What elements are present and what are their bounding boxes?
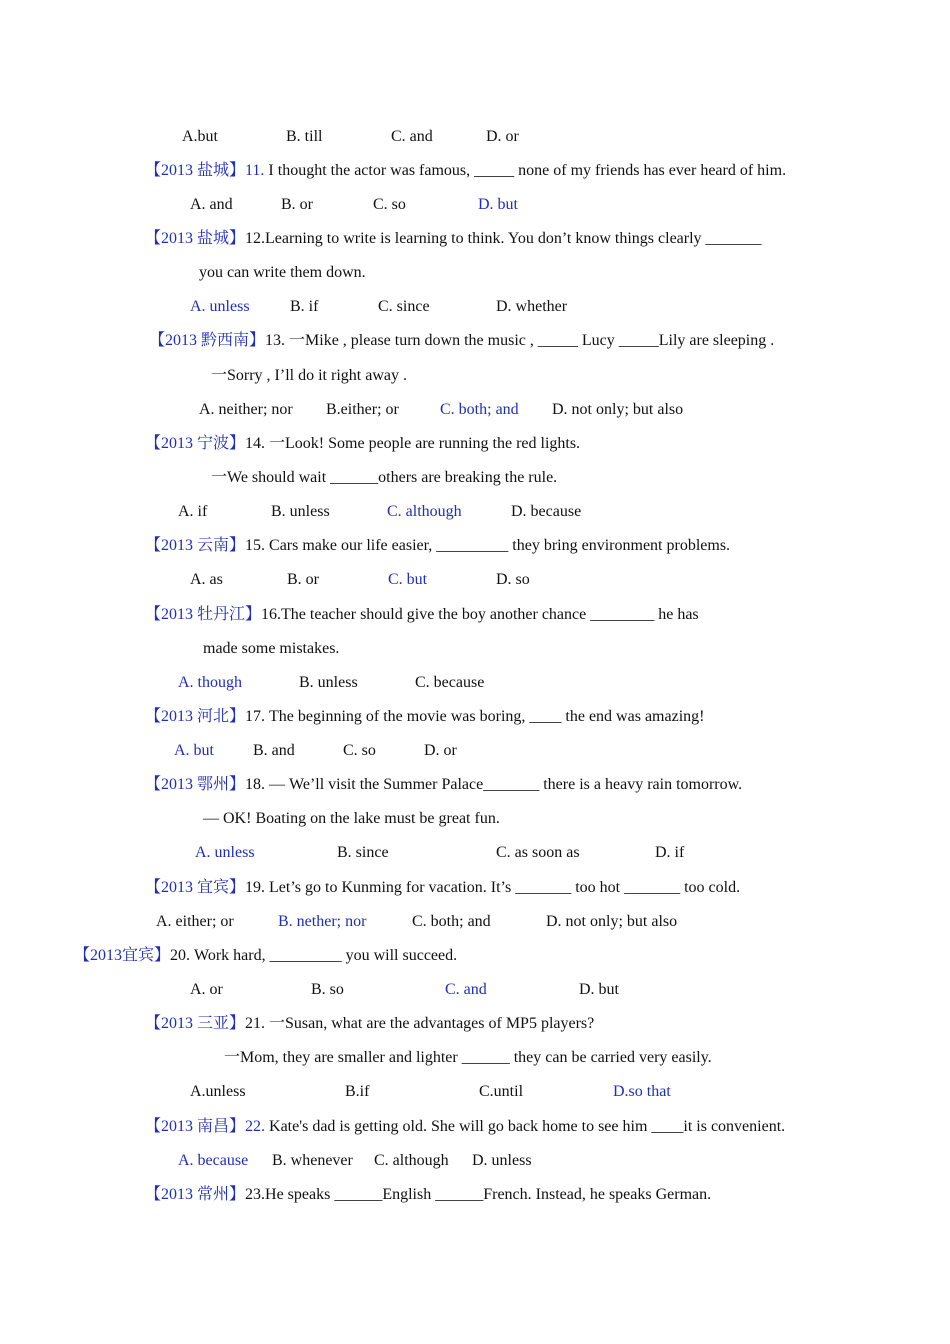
q23-text: 23.He speaks ______English ______French. Instead, he speaks German.	[245, 1186, 712, 1203]
option-b: B. since	[337, 844, 389, 861]
option-a-answer: A. though	[178, 674, 242, 691]
q13-text: 13. 一Mike , please turn down the music , _____ Lucy _____Lily are sleeping .	[265, 332, 775, 349]
q22-text: Kate's dad is getting old. She will go back home to see him ____it is convenient.	[265, 1118, 786, 1135]
q11-text: I thought the actor was famous, _____ none of my friends has ever heard of him.	[264, 162, 787, 179]
option-b-answer: B. nether; nor	[278, 913, 367, 930]
q21-reply-text: 一Mom, they are smaller and lighter ______ they can be carried very easily.	[224, 1049, 712, 1066]
option-d-answer: D. but	[478, 196, 518, 213]
option-c: C. as soon as	[496, 844, 580, 861]
option-a: A. neither; nor	[199, 401, 293, 418]
option-b: B.if	[345, 1083, 370, 1100]
q18-source-tag: 【2013 鄂州】	[145, 776, 246, 793]
option-b: B. till	[286, 128, 323, 145]
q16-text: 16.The teacher should give the boy another chance ________ he has	[261, 606, 699, 623]
option-a-answer: A. unless	[190, 298, 250, 315]
option-b: B. or	[287, 571, 319, 588]
option-d: D. not only; but also	[552, 401, 684, 418]
option-c-answer: C. and	[445, 981, 487, 998]
q21-source-tag: 【2013 三亚】	[145, 1015, 246, 1032]
q13-reply-text: 一Sorry , I’ll do it right away .	[211, 367, 407, 384]
q19-text: 19. Let’s go to Kunming for vacation. It’s _______ too hot _______ too cold.	[245, 879, 741, 896]
option-d: D. or	[486, 128, 519, 145]
option-c: C. so	[373, 196, 406, 213]
option-c: C. since	[378, 298, 430, 315]
option-a: A.unless	[190, 1083, 246, 1100]
q19-source-tag: 【2013 宜宾】	[145, 879, 246, 896]
option-b: B. unless	[299, 674, 358, 691]
option-b: B. if	[290, 298, 319, 315]
q12-text-cont: you can write them down.	[199, 264, 366, 281]
option-a-answer: A. but	[174, 742, 214, 759]
option-a-answer: A. unless	[195, 844, 255, 861]
option-c: C. because	[415, 674, 485, 691]
q17-source-tag: 【2013 河北】	[145, 708, 246, 725]
option-c: C. so	[343, 742, 376, 759]
q13-source-tag: 【2013 黔西南】	[149, 332, 266, 349]
option-d-answer: D.so that	[613, 1083, 671, 1100]
q17-text: 17. The beginning of the movie was boring, ____ the end was amazing!	[245, 708, 705, 725]
option-d: D. so	[496, 571, 530, 588]
option-a: A. if	[178, 503, 208, 520]
option-b: B. and	[253, 742, 295, 759]
q14-reply-text: 一We should wait ______others are breaking the rule.	[211, 469, 558, 486]
option-b: B. or	[281, 196, 313, 213]
option-c: C.until	[479, 1083, 524, 1100]
option-a: A. either; or	[156, 913, 234, 930]
option-a-answer: A. because	[178, 1152, 249, 1169]
q23-source-tag: 【2013 常州】	[145, 1186, 246, 1203]
option-b: B. whenever	[272, 1152, 353, 1169]
option-c-answer: C. but	[388, 571, 428, 588]
option-a: A. or	[190, 981, 223, 998]
option-c-answer: C. both; and	[440, 401, 519, 418]
option-a: A.but	[182, 128, 218, 145]
q11-source-tag: 【2013 盐城】11.	[145, 162, 265, 179]
q18-reply-text: — OK! Boating on the lake must be great fun.	[203, 810, 500, 827]
option-d: D. whether	[496, 298, 568, 315]
option-b: B.either; or	[326, 401, 399, 418]
option-d: D. or	[424, 742, 457, 759]
q16-source-tag: 【2013 牡丹江】	[145, 606, 262, 623]
q20-text: 20. Work hard, _________ you will succeed.	[170, 947, 458, 964]
option-b: B. unless	[271, 503, 330, 520]
q16-text-cont: made some mistakes.	[203, 640, 340, 657]
q15-text: 15. Cars make our life easier, _________ they bring environment problems.	[245, 537, 731, 554]
option-b: B. so	[311, 981, 344, 998]
option-d: D. but	[579, 981, 619, 998]
option-c: C. both; and	[412, 913, 491, 930]
option-c-answer: C. although	[387, 503, 462, 520]
option-c: C. although	[374, 1152, 449, 1169]
option-d: D. if	[655, 844, 685, 861]
option-a: A. and	[190, 196, 233, 213]
option-d: D. not only; but also	[546, 913, 678, 930]
q22-source-tag: 【2013 南昌】22.	[145, 1118, 266, 1135]
q18-text: 18. — We’ll visit the Summer Palace_______ there is a heavy rain tomorrow.	[245, 776, 743, 793]
q15-source-tag: 【2013 云南】	[145, 537, 246, 554]
option-c: C. and	[391, 128, 433, 145]
q14-text: 14. 一Look! Some people are running the red lights.	[245, 435, 581, 452]
q21-text: 21. 一Susan, what are the advantages of MP5 players?	[245, 1015, 595, 1032]
q12-text: 12.Learning to write is learning to think. You don’t know things clearly _______	[245, 230, 762, 247]
q12-source-tag: 【2013 盐城】	[145, 230, 246, 247]
q20-source-tag: 【2013宜宾】	[74, 947, 171, 964]
option-d: D. because	[511, 503, 582, 520]
q14-source-tag: 【2013 宁波】	[145, 435, 246, 452]
option-d: D. unless	[472, 1152, 532, 1169]
option-a: A. as	[190, 571, 223, 588]
